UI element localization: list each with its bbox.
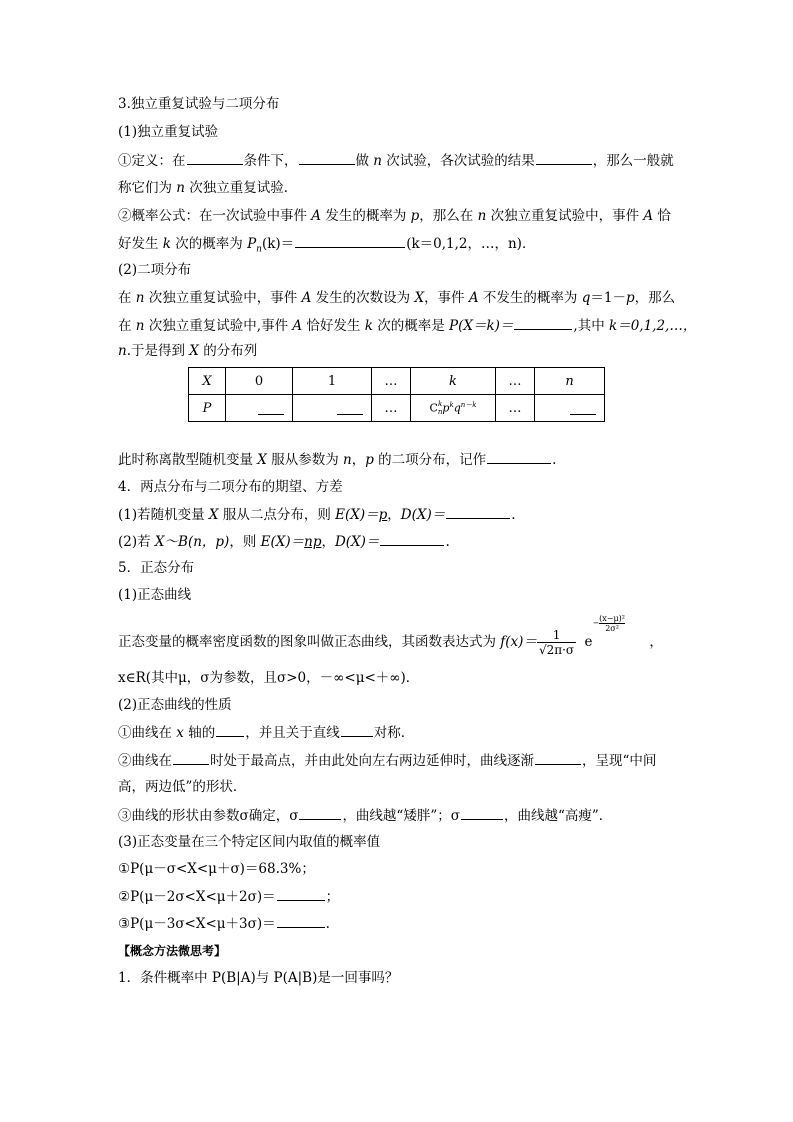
- interval-probability-2: ②P(μ－2σ<X<μ＋2σ)＝ ；: [118, 886, 339, 907]
- fill-blank[interactable]: [277, 886, 325, 901]
- fill-blank[interactable]: [299, 805, 341, 820]
- property-1: ①曲线在 x 轴的 ，并且关于直线 对称．: [118, 722, 414, 743]
- interval-probability-3: ③P(μ－3σ<X<μ＋3σ)＝ .: [118, 913, 330, 934]
- after-table-line: 此时称离散型随机变量 X 服从参数为 n，p 的二项分布，记作 .: [118, 449, 556, 470]
- fill-blank[interactable]: [487, 449, 551, 464]
- fill-blank[interactable]: [536, 150, 592, 165]
- normal-curve-formula-line: 正态变量的概率密度函数的图象叫做正态曲线，其函数表达式为 f(x)＝ $\frac{1}{√2\pi\cdot\sigma}$ e− $\frac{\text{(x−μ)²}}{\text{2σ²}}$ ，: [118, 614, 663, 657]
- subsection-binomial: (2)二项分布: [118, 262, 192, 278]
- probability-formula-line-2: 好发生 k 次的概率为 $P_n(k)= (k=0,1,2$，…，n)．: [118, 233, 535, 260]
- fill-blank[interactable]: [173, 750, 209, 765]
- fill-blank[interactable]: [341, 722, 373, 737]
- property-3: ③曲线的形状由参数σ确定，σ ，曲线越“矮胖”；σ ，曲线越“高瘦”．: [118, 805, 612, 826]
- table-row: [189, 395, 605, 422]
- property-2-line-1: ②曲线在 时处于最高点，并由此处向左右两边延伸时，曲线逐渐 ，呈现“中间: [118, 750, 656, 771]
- fill-blank[interactable]: [277, 913, 325, 928]
- table-cell-term: C k n $p^kq^{n-k}$: [411, 395, 496, 422]
- two-point-line: (1)若随机变量 X 服从二点分布，则 E(X)＝p，D(X)＝ .: [118, 504, 516, 525]
- binomial-line-2: 在 n 次独立重复试验中,事件 A 恰好发生 k 次的概率是 P(X＝k)＝ ,其中 k＝0,1,2,…，: [118, 315, 696, 336]
- table-cell: n: [535, 368, 605, 395]
- subsection-independent-trials: (1)独立重复试验: [118, 124, 219, 140]
- binomial-line-1: 在 n 次独立重复试验中，事件 A 发生的次数设为 X，事件 A 不发生的概率为 q＝1－p，那么: [118, 290, 676, 306]
- binomial-line-3: n.于是得到 X 的分布列: [118, 343, 258, 359]
- question-1: 1．条件概率中 P(B|A)与 P(A|B)是一回事吗？: [118, 970, 399, 986]
- table-cell: …: [372, 368, 411, 395]
- density-fraction: $\frac{1}{√2\pi\cdot\sigma}$: [538, 628, 575, 657]
- table-row: [189, 368, 605, 395]
- table-cell: …: [496, 368, 535, 395]
- table-cell: P: [189, 395, 226, 422]
- fill-blank[interactable]: [380, 531, 444, 546]
- table-cell: k: [411, 368, 496, 395]
- table-blank-cell[interactable]: [293, 395, 372, 422]
- probability-formula-line-1: ②概率公式：在一次试验中事件 A 发生的概率为 p，那么在 n 次独立重复试验中，事件 A 恰: [118, 208, 671, 224]
- table-blank-cell[interactable]: [226, 395, 293, 422]
- concept-reflection-heading: 【概念方法微思考】: [118, 944, 227, 958]
- fill-blank[interactable]: [446, 504, 510, 519]
- table-blank-cell[interactable]: [535, 395, 605, 422]
- section-5-title: 5．正态分布: [118, 560, 195, 576]
- fill-blank[interactable]: [295, 233, 405, 248]
- table-cell: X: [189, 368, 226, 395]
- fill-blank[interactable]: [216, 722, 244, 737]
- fill-blank[interactable]: [187, 150, 243, 165]
- subsection-curve-properties: (2)正态曲线的性质: [118, 697, 232, 713]
- fill-blank[interactable]: [461, 805, 503, 820]
- table-cell: …: [496, 395, 535, 422]
- exponent-fraction: − $\frac{\text{(x−μ)²}}{\text{2σ²}}$: [592, 614, 626, 633]
- table-cell: 0: [226, 368, 293, 395]
- section-4-title: 4．两点分布与二项分布的期望、方差: [118, 479, 343, 495]
- table-cell: 1: [293, 368, 372, 395]
- subsection-interval-probabilities: (3)正态变量在三个特定区间内取值的概率值: [118, 834, 381, 850]
- fill-blank[interactable]: [299, 150, 355, 165]
- fill-blank[interactable]: [535, 750, 581, 765]
- fill-blank[interactable]: [514, 315, 572, 330]
- section-3-title: 3.独立重复试验与二项分布: [118, 96, 280, 112]
- distribution-table: [188, 367, 605, 422]
- definition-line-1: ①定义：在 条件下， 做 n 次试验，各次试验的结果 ，那么一般就: [118, 150, 674, 171]
- binomial-expectation-line: (2)若 X～B(n，p)，则 E(X)＝np，D(X)＝ .: [118, 531, 450, 552]
- definition-line-2: 称它们为 n 次独立重复试验．: [118, 180, 298, 196]
- property-2-line-2: 高，两边低”的形状．: [118, 779, 247, 795]
- normal-condition-line: x∈R(其中μ，σ为参数，且σ>0，－∞<μ<＋∞)．: [118, 670, 420, 686]
- table-cell: …: [372, 395, 411, 422]
- interval-probability-1: ①P(μ－σ<X<μ＋σ)＝68.3%；: [118, 861, 315, 877]
- subsection-normal-curve: (1)正态曲线: [118, 587, 192, 603]
